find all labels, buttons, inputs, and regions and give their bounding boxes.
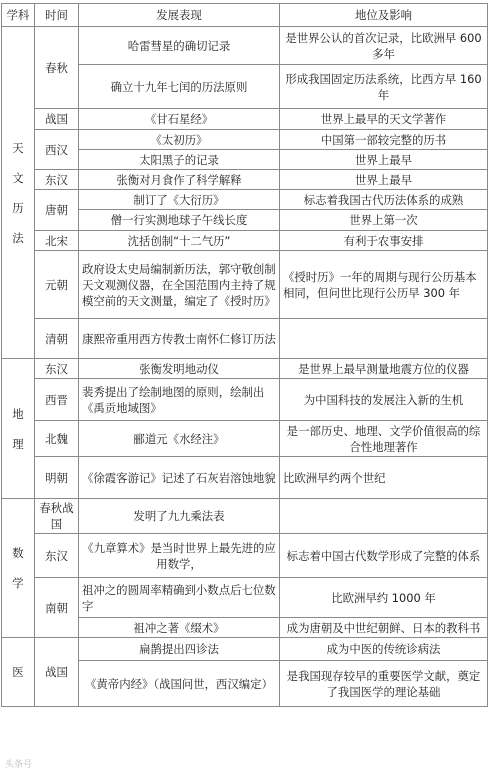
subject-char: 学 — [12, 576, 24, 590]
development-cell: 政府设太史局编制新历法，郭守敬创制天文观测仪器，在全国范围内主持了规模空前的天文测量，编定了《授时历》 — [79, 251, 280, 319]
development-cell: 哈雷彗星的确切记录 — [79, 27, 280, 65]
era-cell: 春秋 — [35, 27, 79, 109]
era-cell: 清朝 — [35, 319, 79, 359]
impact-cell: 为中国科技的发展注入新的生机 — [280, 379, 488, 421]
subject-cell — [2, 27, 35, 359]
development-cell: 祖冲之的圆周率精确到小数点后七位数字 — [79, 578, 280, 618]
table-row — [2, 170, 488, 190]
era-cell: 明朝 — [35, 457, 79, 499]
impact-cell: 是一部历史、地理、文学价值很高的综合性地理著作 — [280, 421, 488, 457]
header-development: 发展表现 — [79, 4, 280, 27]
impact-cell: 有利于农事安排 — [280, 231, 488, 251]
subject-char: 地 — [12, 406, 24, 421]
subject-char: 历 — [12, 200, 24, 215]
impact-cell: 是我国现存较早的重要医学文献，奠定了我国医学的理论基础 — [280, 661, 488, 707]
impact-cell — [280, 499, 488, 534]
science-table — [1, 3, 488, 707]
table-row — [2, 27, 488, 65]
subject-char: 理 — [12, 436, 24, 451]
subject-char: 文 — [12, 170, 24, 185]
era-cell: 西晋 — [35, 379, 79, 421]
impact-cell: 中国第一部较完整的历书 — [280, 130, 488, 150]
impact-cell: 《授时历》一年的周期与现行公历基本相同，但问世比现行公历早 300 年 — [280, 251, 488, 319]
table-row — [2, 421, 488, 457]
table-row — [2, 359, 488, 379]
impact-cell: 形成我国固定历法系统，比西方早 160 年 — [280, 65, 488, 109]
subject-cell — [2, 638, 35, 707]
impact-cell — [280, 319, 488, 359]
table-row — [2, 638, 488, 661]
subject-char: 医 — [12, 665, 24, 679]
development-cell: 确立十九年七闰的历法原则 — [79, 65, 280, 109]
subject-char: 数 — [12, 546, 24, 560]
table-row — [2, 251, 488, 319]
table-row — [2, 231, 488, 251]
table-row — [2, 190, 488, 210]
subject-char: 法 — [12, 230, 24, 245]
header-subject: 学科 — [2, 4, 35, 27]
era-cell: 元朝 — [35, 251, 79, 319]
development-cell: 《徐霞客游记》记述了石灰岩溶蚀地貌 — [79, 457, 280, 499]
development-cell: 《黄帝内经》（战国问世，西汉编定） — [79, 661, 280, 707]
era-cell: 东汉 — [35, 534, 79, 578]
table-row — [2, 319, 488, 359]
development-cell: 僧一行实测地球子午线长度 — [79, 210, 280, 231]
table-row — [2, 109, 488, 130]
header-impact: 地位及影响 — [280, 4, 488, 27]
impact-cell: 世界上最早的天文学著作 — [280, 109, 488, 130]
impact-cell: 成为中医的传统诊病法 — [280, 638, 488, 661]
era-cell: 唐朝 — [35, 190, 79, 231]
subject-cell — [2, 359, 35, 499]
impact-cell: 比欧洲早约 1000 年 — [280, 578, 488, 618]
development-cell: 郦道元《水经注》 — [79, 421, 280, 457]
impact-cell: 标志着我国古代历法体系的成熟 — [280, 190, 488, 210]
table-header-row — [2, 4, 488, 27]
impact-cell: 标志着中国古代数学形成了完整的体系 — [280, 534, 488, 578]
subject-char: 天 — [12, 140, 24, 155]
impact-cell: 比欧洲早约两个世纪 — [280, 457, 488, 499]
development-cell: 张衡对月食作了科学解释 — [79, 170, 280, 190]
table-row — [2, 499, 488, 534]
table-row — [2, 457, 488, 499]
development-cell: 发明了九九乘法表 — [79, 499, 280, 534]
development-cell: 太阳黑子的记录 — [79, 150, 280, 170]
header-era: 时间 — [35, 4, 79, 27]
development-cell: 扁鹊提出四诊法 — [79, 638, 280, 661]
table-row — [2, 130, 488, 150]
era-cell: 战国 — [35, 638, 79, 707]
impact-cell: 成为唐朝及中世纪朝鲜、日本的教科书 — [280, 618, 488, 638]
development-cell: 制订了《大衍历》 — [79, 190, 280, 210]
table-row — [2, 379, 488, 421]
table-row — [2, 578, 488, 618]
development-cell: 《太初历》 — [79, 130, 280, 150]
era-cell: 春秋战国 — [35, 499, 79, 534]
impact-cell: 世界上最早 — [280, 150, 488, 170]
development-cell: 沈括创制“十二气历” — [79, 231, 280, 251]
impact-cell: 世界上第一次 — [280, 210, 488, 231]
impact-cell: 世界上最早 — [280, 170, 488, 190]
development-cell: 康熙帝重用西方传教士南怀仁修订历法 — [79, 319, 280, 359]
watermark: 头条号 — [5, 760, 33, 770]
development-cell: 张衡发明地动仪 — [79, 359, 280, 379]
era-cell: 西汉 — [35, 130, 79, 170]
era-cell: 战国 — [35, 109, 79, 130]
development-cell: 《九章算术》是当时世界上最先进的应用数学， — [79, 534, 280, 578]
era-cell: 南朝 — [35, 578, 79, 638]
development-cell: 祖冲之著《缀术》 — [79, 618, 280, 638]
era-cell: 北宋 — [35, 231, 79, 251]
era-cell: 北魏 — [35, 421, 79, 457]
era-cell: 东汉 — [35, 170, 79, 190]
table-row — [2, 534, 488, 578]
subject-cell — [2, 499, 35, 638]
development-cell: 裴秀提出了绘制地图的原则，绘制出《禹贡地域图》 — [79, 379, 280, 421]
impact-cell: 是世界公认的首次记录，比欧洲早 600 多年 — [280, 27, 488, 65]
development-cell: 《甘石星经》 — [79, 109, 280, 130]
era-cell: 东汉 — [35, 359, 79, 379]
impact-cell: 是世界上最早测量地震方位的仪器 — [280, 359, 488, 379]
